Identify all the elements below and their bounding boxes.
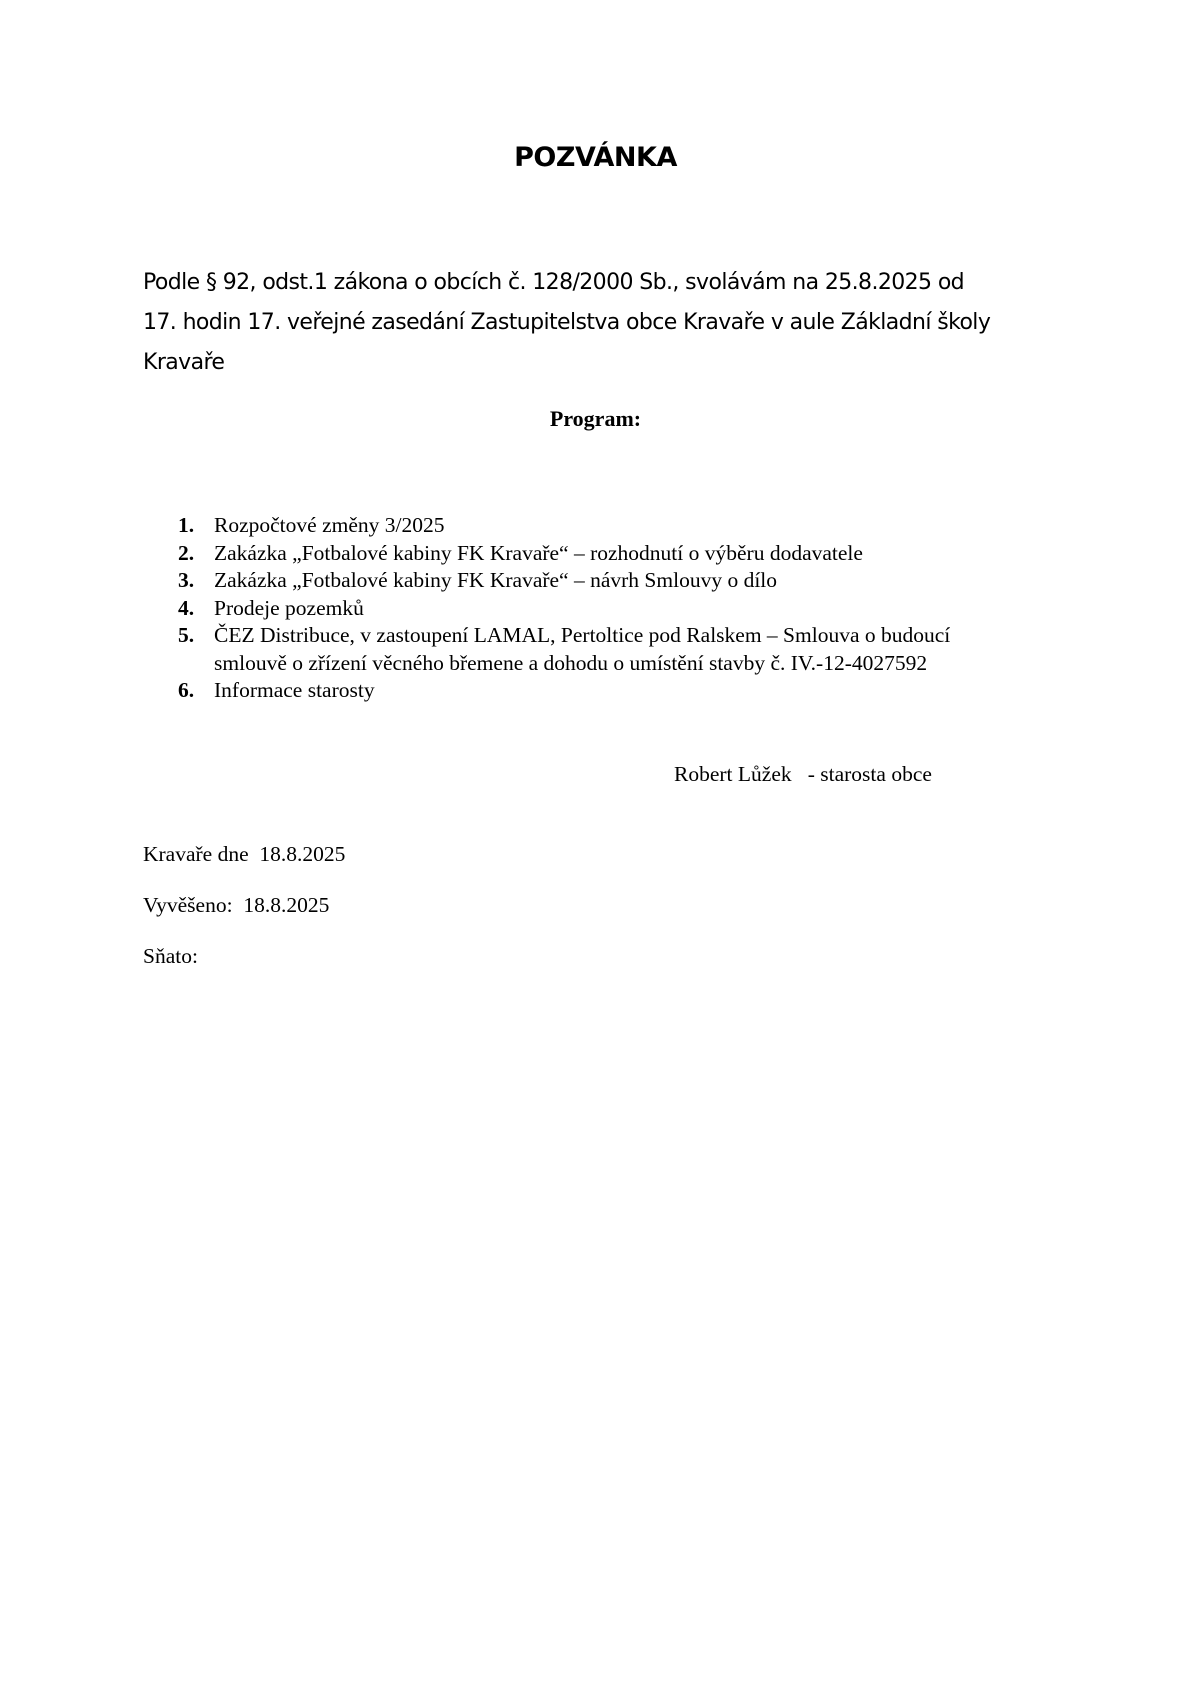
agenda-item bbox=[178, 512, 1078, 540]
agenda-item-text: Prodeje pozemků bbox=[214, 595, 364, 620]
agenda-item-text: ČEZ Distribuce, v zastoupení LAMAL, Pertoltice pod Ralskem – Smlouva o budoucí bbox=[214, 623, 951, 647]
agenda-item-text: Zakázka „Fotbalové kabiny FK Kravaře“ – rozhodnutí o výběru dodavatele bbox=[214, 540, 863, 565]
agenda-item bbox=[178, 595, 1078, 623]
program-heading: Program: bbox=[549, 406, 642, 431]
agenda-item-number: 2. bbox=[178, 540, 195, 565]
mayor-signature: Robert Lůžek - starosta obce bbox=[674, 762, 932, 786]
agenda-item bbox=[178, 622, 1078, 677]
agenda-item-text: Informace starosty bbox=[214, 678, 375, 702]
agenda-item-number: 1. bbox=[178, 513, 195, 537]
removed-date-line: Sňato: bbox=[143, 944, 198, 968]
agenda-item-number: 5. bbox=[178, 623, 195, 647]
document-title: POZVÁNKA bbox=[514, 142, 677, 173]
agenda-item bbox=[178, 540, 1078, 568]
agenda-list bbox=[178, 512, 1078, 705]
agenda-item-text: Rozpočtové změny 3/2025 bbox=[214, 513, 445, 537]
agenda-item bbox=[178, 677, 1078, 705]
intro-line: Kravaře bbox=[143, 350, 225, 375]
agenda-item-number: 4. bbox=[178, 595, 195, 620]
date-line: Kravaře dne 18.8.2025 bbox=[143, 842, 346, 866]
agenda-item-number: 6. bbox=[178, 678, 195, 702]
intro-line: 17. hodin 17. veřejné zasedání Zastupitelstva obce Kravaře v aule Základní školy bbox=[143, 310, 991, 335]
agenda-item-number: 3. bbox=[178, 568, 195, 592]
posted-date-line: Vyvěšeno: 18.8.2025 bbox=[143, 893, 330, 917]
intro-paragraph bbox=[143, 263, 1063, 383]
agenda-item bbox=[178, 567, 1078, 595]
intro-line: Podle § 92, odst.1 zákona o obcích č. 128/2000 Sb., svolávám na 25.8.2025 od bbox=[143, 270, 965, 295]
agenda-item-text: Zakázka „Fotbalové kabiny FK Kravaře“ – návrh Smlouvy o dílo bbox=[214, 568, 778, 592]
agenda-item-text-continued: smlouvě o zřízení věcného břemene a dohodu o umístění stavby č. IV.-12-4027592 bbox=[214, 650, 928, 675]
